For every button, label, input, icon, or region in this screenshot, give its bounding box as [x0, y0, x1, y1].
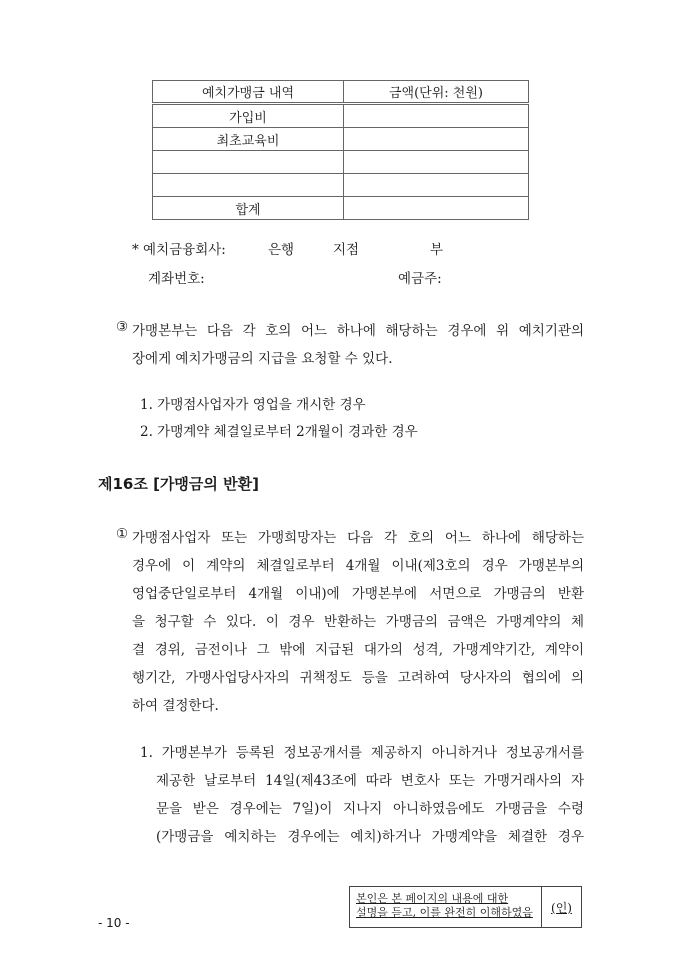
page-number: - 10 - [98, 916, 130, 930]
table-row [153, 174, 529, 197]
article16-para1-line: 가맹점사업자 또는 가맹희망자는 다음 각 호의 어느 하나에 해당하는 [132, 530, 584, 546]
table-header-cell: 예치가맹금 내역 [153, 81, 344, 104]
article16-para1-line: 경우에 이 계약의 체결일로부터 4개월 이내(제3호의 경우 가맹본부의 [132, 558, 584, 574]
confirmation-box [349, 886, 582, 928]
table-row [153, 104, 529, 128]
table-row [153, 128, 529, 151]
confirmation-line: 본인은 본 페이지의 내용에 대한 [356, 892, 509, 905]
table-cell: 가입비 [153, 104, 344, 128]
table-cell [153, 174, 344, 197]
table-cell [344, 151, 529, 174]
table-row [153, 197, 529, 220]
deposit-branch-label: 지점 [333, 242, 360, 258]
table-cell [344, 128, 529, 151]
deposit-institution-label: * 예치금융회사: [132, 242, 226, 258]
deposit-bu-label: 부 [430, 242, 444, 258]
table-cell [344, 197, 529, 220]
para3-line: 가맹본부는 다음 각 호의 어느 하나에 해당하는 경우에 위 예치기관의 [132, 323, 584, 339]
deposit-bank-label: 은행 [268, 242, 295, 258]
table-header-row [153, 81, 529, 104]
article16-item1-line: 1. 가맹본부가 등록된 정보공개서를 제공하지 아니하거나 정보공개서를 [140, 745, 584, 761]
para3-item: 2. 가맹계약 체결일로부터 2개월이 경과한 경우 [140, 424, 418, 440]
confirmation-line: 설명을 듣고, 이를 완전히 이해하였음 [356, 906, 533, 919]
article16-para1-line: 하여 결정한다. [132, 698, 219, 714]
article16-para1-line: 결 경위, 금전이나 그 밖에 지급된 대가의 성격, 가맹계약기간, 계약이 [132, 642, 584, 658]
account-holder-label: 예금주: [398, 271, 442, 287]
article16-item1-line: (가맹금을 예치하는 경우에는 예치)하거나 가맹계약을 체결한 경우 [156, 829, 584, 845]
table-cell [344, 174, 529, 197]
table-row [153, 151, 529, 174]
para3-marker: ③ [116, 319, 129, 335]
table-header-cell: 금액(단위: 천원) [344, 81, 529, 104]
table-cell [153, 151, 344, 174]
table-cell: 최초교육비 [153, 128, 344, 151]
table-cell [344, 104, 529, 128]
para3-item: 1. 가맹점사업자가 영업을 개시한 경우 [140, 397, 366, 413]
seal-mark: (인) [541, 887, 581, 927]
article16-para1-line: 영업중단일로부터 4개월 이내)에 가맹본부에 서면으로 가맹금의 반환 [132, 586, 584, 602]
article16-heading: 제16조 [가맹금의 반환] [98, 475, 259, 493]
confirmation-text [356, 892, 533, 920]
article16-item1-line: 제공한 날로부터 14일(제43조에 따라 변호사 또는 가맹거래사의 자 [156, 773, 584, 789]
table-cell: 합계 [153, 197, 344, 220]
article16-para1-line: 을 청구할 수 있다. 이 경우 반환하는 가맹금의 금액은 가맹계약의 체 [132, 614, 584, 630]
article16-item1-line: 문을 받은 경우에는 7일)이 지나지 아니하였음에도 가맹금을 수령 [156, 801, 584, 817]
deposit-table [152, 80, 529, 220]
para3-line: 장에게 예치가맹금의 지급을 요청할 수 있다. [132, 351, 393, 367]
article16-para1-line: 행기간, 가맹사업당사자의 귀책정도 등을 고려하여 당사자의 협의에 의 [132, 670, 584, 686]
account-number-label: 계좌번호: [148, 271, 205, 287]
article16-para1-marker: ① [116, 526, 129, 542]
